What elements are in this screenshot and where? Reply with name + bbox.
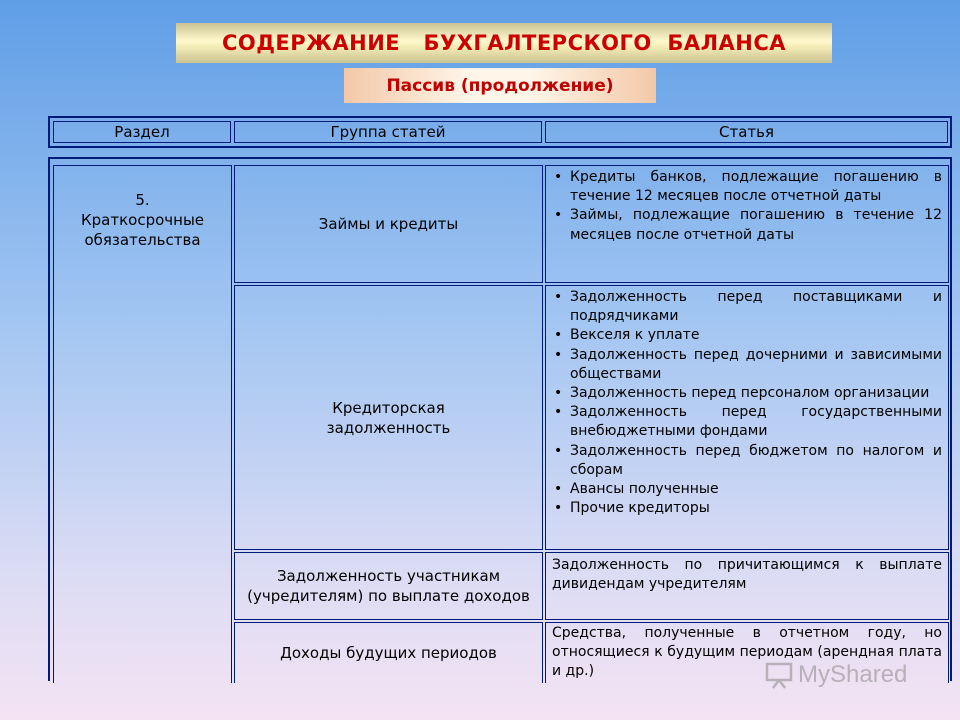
- group-name: Задолженность участникам (учредителям) по выплате доходов: [247, 567, 530, 605]
- group-deferred-income: [234, 622, 543, 683]
- subtitle-banner: [344, 68, 656, 103]
- list-item: • Задолженность перед поставщиками и подрядчиками: [570, 288, 942, 326]
- table-header: [48, 116, 952, 148]
- page-subtitle: Пассив (продолжение): [386, 75, 614, 96]
- watermark-text: MyShared: [798, 661, 908, 688]
- list-item: • Прочие кредиторы: [570, 499, 942, 518]
- section-number: 5.: [135, 191, 150, 209]
- presentation-icon: [764, 660, 794, 690]
- list-item: • Займы, подлежащие погашению в течение 12 месяцев после отчетной даты: [570, 206, 942, 244]
- group-name: Доходы будущих периодов: [280, 644, 497, 662]
- group-loans: [234, 165, 543, 283]
- list-item: • Задолженность перед государственными внебюджетными фондами: [570, 403, 942, 441]
- articles-payables: [545, 285, 949, 550]
- header-article: Статья: [545, 121, 948, 143]
- article-text: Средства, полученные в отчетном году, но относящиеся к будущим периодам (арендная плата и др.): [552, 625, 942, 680]
- header-group: Группа статей: [234, 121, 542, 143]
- articles-loans: [545, 165, 949, 283]
- title-banner: [176, 23, 832, 63]
- list-item: • Авансы полученные: [570, 480, 942, 499]
- balance-table: [48, 157, 952, 681]
- watermark: [764, 658, 934, 692]
- group-name: Займы и кредиты: [318, 215, 459, 233]
- list-item: • Задолженность перед бюджетом по налогом и сборам: [570, 442, 942, 480]
- list-item: • Задолженность перед персоналом организации: [570, 384, 942, 403]
- group-name: Кредиторская задолженность: [326, 398, 451, 437]
- list-item: • Векселя к уплате: [570, 326, 942, 345]
- article-text: Задолженность по причитающимся к выплате дивидендам учредителям: [552, 557, 942, 593]
- page-title: СОДЕРЖАНИЕ БУХГАЛТЕРСКОГО БАЛАНСА: [221, 31, 787, 55]
- section-cell: [53, 165, 232, 683]
- list-item: • Задолженность перед дочерними и зависимыми обществами: [570, 346, 942, 384]
- group-payables: [234, 285, 543, 550]
- group-participants-debt: [234, 552, 543, 620]
- header-section: Раздел: [53, 121, 231, 143]
- list-item: • Кредиты банков, подлежащие погашению в течение 12 месяцев после отчетной даты: [570, 168, 942, 206]
- section-name: Краткосрочные обязательства: [80, 211, 205, 249]
- articles-participants-debt: [545, 552, 949, 620]
